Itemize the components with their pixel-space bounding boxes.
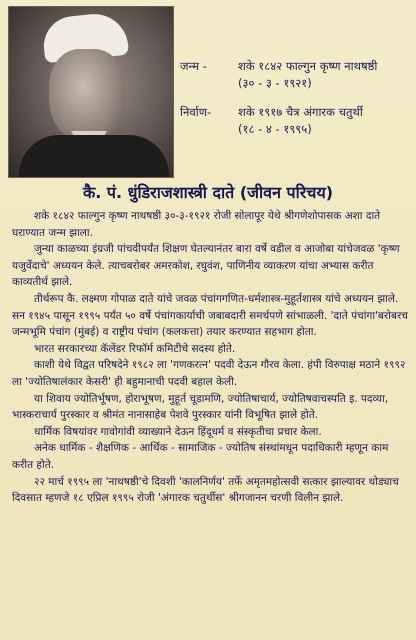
paragraph: या शिवाय ज्योतिर्भूषण, होराभूषण, मुहूर्त चूडामणि, ज्योतिषाचार्य, ज्योतिषवाचस्पति इ. पदव्या, भास्कराचार्य पुरस्कार व श्रीमंत नानासाहेब पेशवे पुरस्कार यांनी विभूषित झाले होते. xyxy=(12,392,389,422)
birth-date-numeric: (३० - ३ - १९२१) xyxy=(238,76,312,90)
birth-row xyxy=(180,58,412,75)
page-title: कै. पं. धुंडिराजशास्त्री दाते (जीवन परिचय) xyxy=(82,183,334,202)
paragraph: तीर्थरूप कै. लक्ष्मण गोपाळ दाते यांचे जवळ पंचांगगणित-धर्मशास्त्र-मुहूर्तशास्त्र यांचे अध्ययन झाले. सन १९४५ पासून १९९५ पर्यंत ५० वर्षे पंचांगकार्याची जबाबदारी समर्थपणे सांभाळली. 'दाते पंचांगा'बरोबरच जन्मभूमि पंचांग (मुंबई) व राष्ट्रीय पंचांग (कलकत्ता) तयार करण्यात सहभाग होता. xyxy=(12,292,408,339)
paragraph: काशी येथे विद्वत परिषदेने १९८२ ला 'गणकरत्न' पदवी देऊन गौरव केला. हंपी विरुपाक्ष मठाने १९९२ ला 'ज्योतिषालंकार केसरी' ही बहुमानाची पदवी बहाल केली. xyxy=(12,359,406,388)
paragraph: अनेक धार्मिक - शैक्षणिक - आर्थिक - सामाजिक - ज्योतिष संस्थांमधून पदाधिकारी म्हणून काम करीत होते. xyxy=(12,442,389,471)
death-label: निर्वाण- xyxy=(180,105,212,119)
paragraph: २२ मार्च १९९५ ला 'नाथषष्ठी'चे दिवशी 'कालनिर्णय' तर्फे अमृतमहोत्सवी सत्कार झाल्यावर थोड्याच दिवसात म्हणजे १८ एप्रिल १९९५ रोजी 'अंगारक चतुर्थीस' श्रीगजानन चरणी विलीन झाले. xyxy=(12,475,399,505)
paragraph: धार्मिक विषयांवर गावोगांवी व्याख्याने देऊन हिंदूधर्म व संस्कृतीचा प्रचार केला. xyxy=(34,425,322,438)
biography-text xyxy=(12,208,410,507)
paragraph: शके १८४२ फाल्गुन कृष्ण नाथषष्ठी ३०-३-१९२१ रोजी सोलापूर येथे श्रीगणेशोपासक अशा दाते घराण्यात जन्म झाला. xyxy=(12,210,381,239)
birth-label: जन्म - xyxy=(180,59,207,73)
paragraph: जुन्या काळच्या इंग्रजी पांचवीपर्यंत शिक्षण घेतल्यानंतर बारा वर्षे वडील व आजोबा यांचेजवळ 'कृष्ण यजुर्वेदाचे' अध्ययन केले. त्याचबरोबर अमरकोश, रघुवंश, पाणिनीय व्याकरण यांचा अभ्यास करीत काव्यतीर्थ झाले. xyxy=(12,243,400,289)
portrait-photo xyxy=(8,6,174,178)
birth-date-text: शके १८४२ फाल्गुन कृष्ण नाथषष्ठी xyxy=(238,59,378,73)
life-dates xyxy=(180,58,412,138)
paragraph: भारत सरकारच्या कॅलेंडर रिफॉर्म कमिटीचे सदस्य होते. xyxy=(34,342,236,355)
death-date-numeric: (१८ - ४ - १९९५) xyxy=(238,122,312,136)
portrait-coat xyxy=(19,135,169,178)
death-date-text: शके १९१७ चैत्र अंगारक चतुर्थी xyxy=(238,105,363,119)
portrait-face xyxy=(49,49,125,141)
death-row xyxy=(180,104,412,121)
